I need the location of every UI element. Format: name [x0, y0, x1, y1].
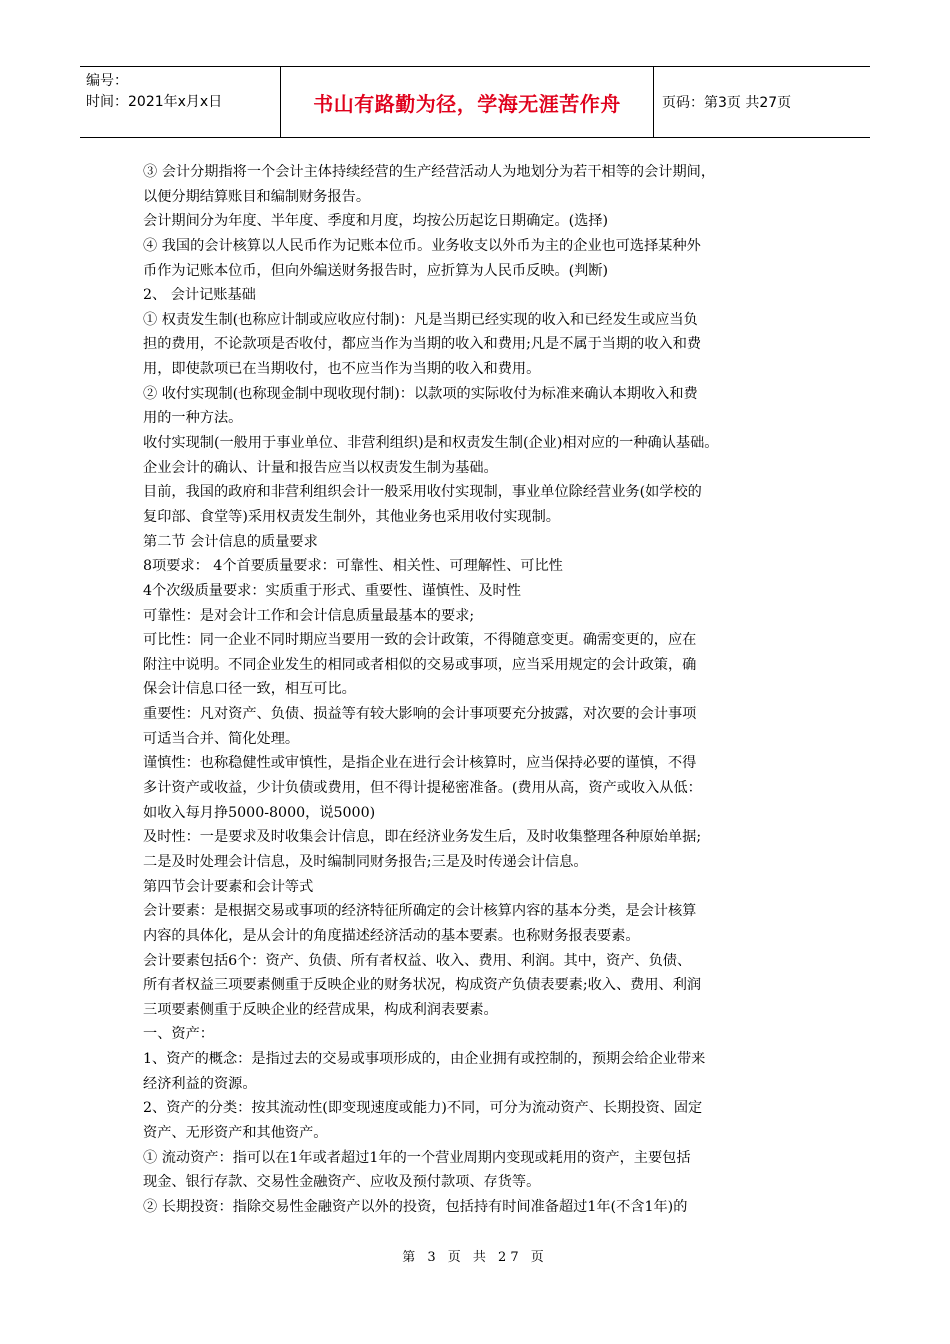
text-line: ① 权责发生制(也称应计制或应收应付制)：凡是当期已经实现的收入和已经发生或应当负 [143, 311, 698, 328]
text-line: 现金、银行存款、交易性金融资产、应收及预付款项、存货等。 [143, 1174, 541, 1191]
text-line: ④ 我国的会计核算以人民币作为记账本位币。业务收支以外币为主的企业也可选择某种外 [143, 237, 701, 254]
text-line: 经济利益的资源。 [143, 1075, 257, 1092]
text-line: 内容的具体化，是从会计的角度描述经济活动的基本要素。也称财务报表要素。 [143, 927, 640, 944]
page-info: 页码：第3页 共27页 [662, 95, 792, 111]
number-label: 编号： [86, 73, 128, 89]
text-line: 8项要求： 4个首要质量要求：可靠性、相关性、可理解性、可比性 [143, 558, 563, 575]
text-line: ② 收付实现制(也称现金制中现收现付制)：以款项的实际收付为标准来确认本期收入和费 [143, 385, 698, 402]
text-line: 复印部、食堂等)采用权责发生制外，其他业务也采用收付实现制。 [143, 508, 560, 525]
text-line: 二是及时处理会计信息，及时编制同财务报告;三是及时传递会计信息。 [143, 853, 588, 870]
text-line: 谨慎性：也称稳健性或审慎性，是指企业在进行会计核算时，应当保持必要的谨慎，不得 [143, 755, 697, 772]
text-line: 多计资产或收益，少计负债或费用，但不得计提秘密准备。(费用从高，资产或收入从低： [143, 780, 702, 797]
text-line: 第四节会计要素和会计等式 [143, 878, 314, 895]
text-line: ② 长期投资：指除交易性金融资产以外的投资，包括持有时间准备超过1年(不含1年)的 [143, 1198, 688, 1215]
header-meta-cell [80, 67, 281, 137]
text-line: 会计要素包括6个：资产、负债、所有者权益、收入、费用、利润。其中，资产、负债、 [143, 952, 692, 969]
text-line: ① 流动资产：指可以在1年或者超过1年的一个营业周期内变现或耗用的资产，主要包括 [143, 1149, 691, 1166]
page-info-cell [654, 67, 870, 137]
text-line: 第二节 会计信息的质量要求 [143, 533, 318, 550]
text-line: 2、资产的分类：按其流动性(即变现速度或能力)不同，可分为流动资产、长期投资、固定 [143, 1100, 703, 1117]
date-label: 时间：2021年x月x日 [86, 94, 223, 110]
text-line: 币作为记账本位币，但向外编送财务报告时，应折算为人民币反映。(判断) [143, 262, 609, 279]
text-line: 企业会计的确认、计量和报告应当以权责发生制为基础。 [143, 459, 498, 476]
text-line: 一、资产： [143, 1026, 214, 1043]
motto-cell [281, 67, 654, 137]
text-line: 可靠性：是对会计工作和会计信息质量最基本的要求; [143, 607, 475, 624]
text-line: 附注中说明。不同企业发生的相同或者相似的交易或事项，应当采用规定的会计政策，确 [143, 656, 697, 673]
text-line: 收付实现制(一般用于事业单位、非营利组织)是和权责发生制(企业)相对应的一种确认基础。 [143, 435, 719, 452]
text-line: 用，即使款项已在当期收付，也不应当作为当期的收入和费用。 [143, 361, 541, 378]
text-line: 重要性：凡对资产、负债、损益等有较大影响的会计事项要充分披露，对次要的会计事项 [143, 706, 697, 723]
text-line: ③ 会计分期指将一个会计主体持续经营的生产经营活动人为地划分为若干相等的会计期间， [143, 164, 716, 180]
text-line: 2、 会计记账基础 [143, 287, 256, 304]
body-text [143, 160, 811, 1220]
text-line: 用的一种方法。 [143, 410, 243, 427]
text-line: 如收入每月挣5000-8000，说5000) [143, 804, 376, 821]
text-line: 及时性：一是要求及时收集会计信息，即在经济业务发生后，及时收集整理各种原始单据; [143, 829, 702, 846]
text-line: 担的费用，不论款项是否收付，都应当作为当期的收入和费用;凡是不属于当期的收入和费 [143, 336, 702, 353]
text-line: 1、资产的概念：是指过去的交易或事项形成的，由企业拥有或控制的，预期会给企业带来 [143, 1051, 706, 1068]
text-line: 所有者权益三项要素侧重于反映企业的财务状况，构成资产负债表要素;收入、费用、利润 [143, 977, 702, 994]
text-line: 会计要素：是根据交易或事项的经济特征所确定的会计核算内容的基本分类，是会计核算 [143, 903, 697, 920]
text-line: 资产、无形资产和其他资产。 [143, 1124, 328, 1141]
text-line: 可适当合并、简化处理。 [143, 730, 300, 747]
text-line: 4个次级质量要求：实质重于形式、重要性、谨慎性、及时性 [143, 582, 521, 599]
text-line: 目前，我国的政府和非营利组织会计一般采用收付实现制，事业单位除经营业务(如学校的 [143, 484, 702, 501]
text-line: 可比性：同一企业不同时期应当要用一致的会计政策，不得随意变更。确需变更的，应在 [143, 632, 697, 649]
motto-text: 书山有路勤为径，学海无涯苦作舟 [313, 91, 621, 116]
page-footer: 第 3 页 共 27 页 [402, 1250, 548, 1265]
text-line: 三项要素侧重于反映企业的经营成果，构成利润表要素。 [143, 1001, 498, 1018]
text-line: 以便分期结算账目和编制财务报告。 [143, 188, 371, 205]
text-line: 保会计信息口径一致，相互可比。 [143, 681, 356, 698]
text-line: 会计期间分为年度、半年度、季度和月度，均按公历起讫日期确定。(选择) [143, 213, 609, 230]
document-header [80, 66, 870, 138]
